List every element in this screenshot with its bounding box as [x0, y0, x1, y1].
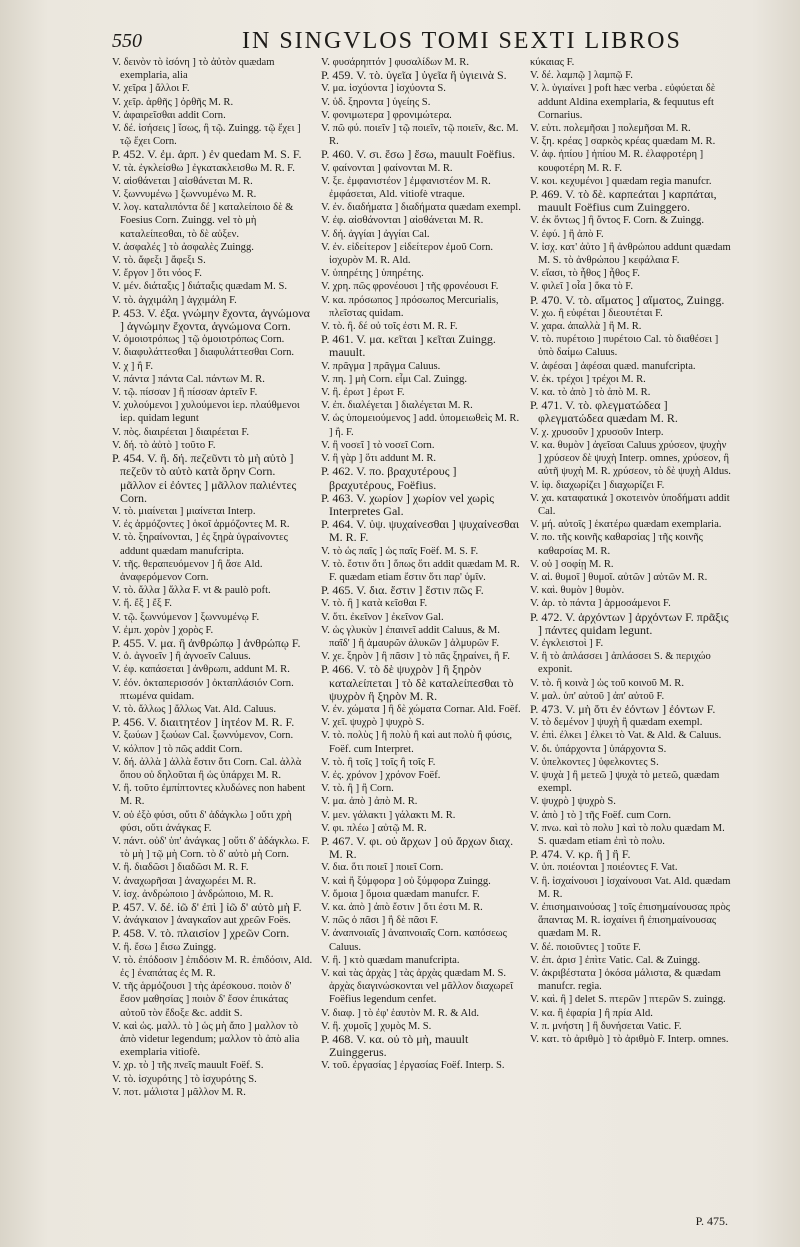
- annotation-entry: V. τῷ. ξωννύμενον ] ξωννυμένῳ F.: [112, 611, 260, 623]
- column-middle: [321, 56, 522, 1226]
- annotation-entry: V. τὸ. ἢ τοῖς ] τοῖς ἢ τοῖς F.: [321, 756, 436, 768]
- column-left: [112, 56, 313, 1226]
- annotation-entry: V. χε. ξηρὸν ] ἢ πᾶσιν ] τὸ πᾶς ξηραίνει, ἢ F.: [321, 651, 510, 663]
- annotation-entry: V. διαφ. ] τὸ ἐφ' ἑαυτὸν M. R. & Ald.: [321, 1007, 480, 1019]
- annotation-entry: V. τὸ. ἄφεξι ] ἄφεξι S.: [112, 255, 206, 267]
- annotation-entry: V. ἀναπνοιαῖς ] ἀναπνοιαῖς Corn. καπόσεως Caluus.: [321, 928, 507, 953]
- annotation-entry: V. ἐγκλειστοὶ ] F.: [530, 637, 604, 649]
- annotation-entry: V. ἀρ. τὸ πάντα ] ἁρμοσάμενοι F.: [530, 598, 671, 610]
- annotation-entry: V. φι. πλέω ] αὐτῷ M. R.: [321, 822, 427, 834]
- annotation-entry: V. αἰσθάνεται ] αἰσθάνεται M. R.: [112, 175, 253, 187]
- column-right: [530, 56, 731, 1226]
- annotation-entry: V. δέ. λαμπῷ ] λαμπῷ F.: [530, 70, 633, 82]
- annotation-entry: V. καὶ ἢ ξύμφορα ] οὐ ξύμφορα Zuingg.: [321, 875, 491, 887]
- annotation-entry: V. ἐμπ. χορὸν ] χορὸς F.: [112, 624, 214, 636]
- annotation-entry: V. εἴασι, τὸ ἦθος ] ἦθος F.: [530, 268, 640, 280]
- annotation-entry: V. δια. ὅτι ποιεῖ ] ποιεῖ Corn.: [321, 862, 444, 874]
- annotation-entry: P. 461. V. μα. κεῖται ] κεῖται Zuingg. mauult.: [321, 332, 496, 360]
- annotation-entry: V. ἐκ. τρέχοι ] τρέχοι M. R.: [530, 373, 646, 385]
- annotation-entry: V. ψυχὰ ] ἢ μετεῶ ] ψυχὰ τὸ μετεῶ, quædam exempl.: [530, 769, 720, 795]
- annotation-entry: V. ἐς ἁρμόζοντες ] ὁκοῖ ἁρμόζοντες M. R.: [112, 519, 290, 531]
- annotation-entry: P. 459. V. τὸ. ὑγεῖα ] ὑγεῖα ἢ ὑγιεινὰ S.: [321, 68, 507, 83]
- annotation-entry: V. τὸ. ἀγχιμάλη ] ἀγχιμάλη F.: [112, 294, 237, 306]
- annotation-entry: V. τὸ. ἢ ] κατὰ κεῖσθαι F.: [321, 598, 428, 610]
- annotation-entry: V. ἐπισημαινούσας ] τοῖς ἐπισημαίνουσας πρὸς ἅπαντας M. R. ἰσχαίνει ἢ ἐπισημαίνουσας quædam M. R.: [530, 902, 730, 940]
- annotation-entry: V. λογ. καταλιπόντα δέ ] καταλείποιο δὲ & Foesius Corn. Zuingg. vel τὸ μὴ καταλείπεσθαι, τὸ δὲ αὐξεν.: [112, 202, 294, 240]
- annotation-entry: P. 462. V. πο. βραχυτέρους ] βραχυτέρους, Foëfius.: [321, 464, 457, 492]
- annotation-entry: V. ἀσφαλές ] τὸ ἀσφαλὲς Zuingg.: [112, 241, 254, 253]
- annotation-entry: V. δεινὸν τὸ ἰσόνη ] τὸ ἀὐτὸν quædam exemplaria, alia: [112, 57, 275, 82]
- annotation-entry: V. μέν. διάταξις ] διάταξις quædam M. S.: [112, 281, 288, 293]
- annotation-entry: V. δή. ἀγγίαι ] ἀγγίαι Cal.: [321, 228, 430, 240]
- annotation-entry: V. εὐτι. πολεμῆσαι ] πολεμῆσαι M. R.: [530, 123, 691, 135]
- annotation-entry: V. οὐ ] σοφίῃ M. R.: [530, 558, 614, 570]
- annotation-entry: V. τὸ. μιαίνεται ] μιαίνεται Interp.: [112, 505, 256, 517]
- annotation-entry: V. πὸς. διαιρέεται ] διαιρέεται F.: [112, 426, 250, 438]
- annotation-entry: V. ἢ. ἰσχαίνουσι ] ἰσχαίνουσι Vat. Ald. quædam M. R.: [530, 875, 731, 900]
- text-columns: [112, 56, 732, 1226]
- annotation-entry: V. ὁ. ἀγνοεῖν ] ἢ ἀγνοεῖν Caluus.: [112, 651, 251, 663]
- annotation-entry: V. δέ. ποιοῦντες ] τοῦτε F.: [530, 941, 641, 953]
- annotation-entry: V. ἐφ. αἰσθάνονται ] αἰσθάνεται M. R.: [321, 215, 484, 227]
- annotation-entry: P. 473. V. μὴ ὅτι ἐν ἐόντων ] ἐόντων F.: [530, 701, 716, 716]
- annotation-entry: V. τοῦ. ἐργασίας ] ἐργασίας Foëf. Interp. S.: [321, 1060, 505, 1072]
- annotation-entry: V. μαλ. ὑπ' αὐτοῦ ] ἀπ' αὐτοῦ F.: [530, 690, 665, 702]
- annotation-entry: V. χεῖ. ψυχρὸ ] ψυχρὸ S.: [321, 717, 425, 729]
- annotation-entry: V. ὑπ. ποιέονται ] ποιέοντες F. Vat.: [530, 862, 678, 874]
- annotation-entry: V. τὸ. πυρέτοιο ] πυρέτοιο Cal. τὸ διαθέσει ] ὑπὸ δαίμω Caluus.: [530, 334, 719, 359]
- annotation-entry: V. τὸ. ἰσχυρότης ] τὸ ἰσχυρότης S.: [112, 1073, 257, 1085]
- running-header: [112, 26, 732, 56]
- annotation-entry: V. κα. ἀπὸ ] ἀπὸ ἔστιν ] ὅτι ἐστι M. R.: [321, 902, 483, 913]
- annotation-entry: V. ἐφύ. ] ἢ ἀπὸ F.: [530, 228, 604, 240]
- annotation-entry: V. καὶ τὰς ἀρχὰς ] τὰς ἀρχὰς quædam M. S. ἀρχὰς διαγινώσκονται vel μᾶλλον διαχωρεῖ Foëfius legendum cenfet.: [321, 968, 514, 1006]
- annotation-entry: V. φονιμωτερα ] φρονιμώτερα.: [321, 109, 452, 121]
- annotation-entry: V. καὶ. θυμὸν ] θυμὸν.: [530, 585, 625, 597]
- annotation-entry: P. 472. V. ἀρχόντων ] ἀρχόντων F. πρᾶξις ] πάντες quidam legunt.: [530, 609, 729, 637]
- annotation-entry: V. ἀκριβέστατα ] ὁκόσα μάλιστα, & quædam manufcr. regia.: [530, 968, 721, 993]
- annotation-entry: V. πνω. καὶ τὸ πολυ ] καὶ τὸ πολυ quædam M. S. quædam etiam ἐπὶ τὸ πολυ.: [530, 822, 725, 847]
- annotation-entry: V. ἢ. ἐρωτ ] ἐρωτ F.: [321, 387, 405, 399]
- annotation-entry: V. χαρα. ἀπαλλὰ ] ἢ M. R.: [530, 321, 642, 333]
- annotation-entry: V. ἐόν. ὀκταπερισσόν ] ὀκταπλάσιόν Corn. πτωμένα quidam.: [112, 677, 294, 702]
- annotation-entry: V. πη. ] μὴ Corn. εἶμι Cal. Zuingg.: [321, 373, 468, 385]
- annotation-entry: V. αἱ. θυμοῖ ] θυμοῖ. αὐτῶν ] αὐτῶν M. R.: [530, 571, 708, 583]
- annotation-entry: V. κα. θυμὸν ] ἀγεῖσαι Caluus χρύσεον, ψυχὴν ] χρύσεον δὲ ψυχὴ Interp. omnes, χρύσεον, ἢ αὐτῆ ψυχὴ M. R. χρύσεον, τὸ δὲ ψυχὴ Aldus.: [530, 439, 731, 478]
- annotation-entry: P. 464. V. ὑψ. ψυχαίνεσθαι ] ψυχαίνεσθαι M. R. F.: [321, 517, 520, 545]
- annotation-entry: P. 455. V. μα. ἢ ἀνθρώπῳ ] ἀνθρώπῳ F.: [112, 635, 301, 650]
- annotation-entry: V. τὰ. ἐγκλείσθω ] ἐγκατακλεισθω M. R. F.: [112, 162, 295, 174]
- annotation-entry: V. λ. ὑγιαίνει ] poft hæc verba . εὐφύεται δὲ addunt Aldina exemplaria, & fequutus eft Cornarius.: [530, 83, 716, 121]
- annotation-entry: V. ἰσχ. κατ' ἀὐτο ] ἢ ἀνθρώπου addunt quædam M. S. τὸ ἀνθρώπου ] κεφάλαια F.: [530, 241, 731, 267]
- annotation-entry: V. μα. ἀπὸ ] ἀπὸ M. R.: [321, 796, 418, 808]
- annotation-entry: V. τὸ δεμένον ] ψυχὴ ἢ quædam exempl.: [530, 717, 703, 729]
- annotation-entry: V. ἀνάγκαιον ] ἀναγκαῖον aut χρεῶν Foës.: [112, 915, 291, 927]
- annotation-entry: V. δή. ἀλλὰ ] ἀλλὰ ἔστιν ὅτι Corn. Cal. ἀλλὰ ὅπου οὐ δηλοῦται ἢ ὡς ὑπάρχει M. R.: [112, 756, 302, 781]
- annotation-entry: P. 457. V. δέ. ἰῶ δ' ἐπὶ ] ἰῶ δ' αὐτὸ μὴ F.: [112, 900, 302, 914]
- annotation-entry: P. 467. V. φι. οὐ ἄρχων ] οὐ ἄρχων διαχ. M. R.: [321, 833, 514, 862]
- annotation-entry: P. 471. V. τὸ. φλεγματώδεα ] φλεγματώδεα quædam M. R.: [530, 398, 678, 426]
- annotation-entry: P. 463. V. χωρίον ] χωρίον vel χωρὶς Interpretes Gal.: [321, 490, 495, 518]
- annotation-entry: P. 453. V. ἐξα. γνώμην ἔχοντα, ἀγνώμονα ] ἀγνώμην ἔχοντα, ἀγνώμονα Corn.: [112, 305, 310, 334]
- annotation-entry: V. ἢ τὸ ἀπλάσσει ] ἀπλάσσει S. & περιχώο exponit.: [530, 651, 711, 676]
- annotation-entry: V. ἐς. χρόνον ] χρόνον Foëf.: [321, 769, 441, 781]
- annotation-entry: V. ξωννυμένω ] ξωννυμένω M. R.: [112, 189, 257, 201]
- annotation-entry: V. ξε. ἐμφανιστέον ] ἐμφανιστέον M. R. ἐμφάσεται, Ald. vitiofè vtraque.: [321, 175, 491, 201]
- annotation-entry: P. 458. V. τὸ. πλαισίον ] χρεῶν Corn.: [112, 926, 290, 941]
- annotation-entry: V. ἢ. διαδῶσι ] διαδῶσι M. R. F.: [112, 862, 249, 874]
- annotation-entry: V. τὸ. ἄλλα ] ἄλλα F. vt & paulò poft.: [112, 585, 271, 597]
- annotation-entry: P. 452. V. ἐμ. ἀρπ. ) ἐν quedam M. S. F.: [112, 147, 302, 162]
- annotation-entry: V. πρᾶγμα ] πρᾶγμα Caluus.: [321, 360, 441, 372]
- annotation-entry: V. τὸ ὡς παῖς ] ὡς παῖς Foëf. M. S. F.: [321, 545, 479, 557]
- annotation-entry: V. οὐ ἐξὸ φύσι, οὔτι δ' ἀδάγκλω ] οὔτι χρὴ φύσι, οὔτι ἀνάγκας F.: [112, 809, 292, 834]
- annotation-entry: V. ἢ νοσεῖ ] τὸ νοσεῖ Corn.: [321, 439, 435, 451]
- annotation-entry: V. ἀφ. ἠπίου ] ἠπίου M. R. ἐλαφροτέρη ] κουφοτέρη M. R. F.: [530, 149, 704, 174]
- annotation-entry: V. τὸ. ξηραίνονται, ] ἐς ξηρὰ ὑγραίνοντες addunt quædam manufcripta.: [112, 532, 288, 557]
- annotation-entry: P. 470. V. τὸ. αἵματος ] αἵματος, Zuingg.: [530, 292, 725, 307]
- annotation-entry: V. δι. ὑπάρχοντα ] ὑπάρχοντα S.: [530, 743, 667, 755]
- annotation-entry: V. ἔργον ] ὅτι νόος F.: [112, 268, 202, 280]
- annotation-entry: P. 468. V. κα. οὐ τὸ μὴ, mauult Zuinggerus.: [321, 1032, 469, 1060]
- page-number: 550: [112, 30, 142, 52]
- annotation-entry: V. τὸ. ἔστιν ὅτι ] ὅπως ὅτι addit quædam M. R. F. quædam etiam ἔστιν ὅτι παρ' ὑμῖν.: [321, 558, 520, 583]
- annotation-entry: V. ἐν. διαδήματα ] διαδήματα quædam exempl.: [321, 202, 521, 214]
- annotation-entry: V. κατ. τὸ ἀριθμὸ ] τὸ ἀριθμὸ F. Interp. omnes.: [530, 1034, 729, 1046]
- annotation-entry: V. χ ] ἢ F.: [112, 360, 153, 372]
- annotation-entry: V. χυλούμενοι ] χυλούμενοι ἱερ. πλαύθμενοι ἱερ. quidam legunt: [112, 400, 300, 425]
- annotation-entry: V. διαφυλάττεσθαι ] διαφυλάττεσθαι Corn.: [112, 347, 295, 359]
- annotation-entry: V. καὶ ὡς. μαλλ. τὸ ] ὡς μὴ ἄπο ] μαλλον τὸ ἀπὸ videtur legendum; μαλλον τὸ ἀπὸ alia exemplaria vitiofè.: [112, 1020, 300, 1059]
- annotation-entry: V. πάντα ] πάντα Cal. πάντων M. R.: [112, 373, 265, 385]
- annotation-entry: V. πάντ. οὐδ' ὑπ' ἀνάγκας ] οὔτι δ' ἀδάγκλω. F. τὸ μὴ ] τῷ μὴ Corn. τὸ δ' αὐτὸ μὴ Corn.: [112, 835, 310, 861]
- annotation-entry: V. ἢ. χυμοῖς ] χυμὸς M. S.: [321, 1020, 432, 1032]
- annotation-entry: P. 456. V. διαιτητέον ] ἰητέον M. R. F.: [112, 715, 295, 730]
- annotation-entry: V. μή. αὐτοῖς ] ἑκατέρω quædam exemplaria.: [530, 519, 722, 531]
- annotation-entry: V. πῶς ὁ πᾶσι ] ἢ δὲ πᾶσι F.: [321, 915, 439, 927]
- annotation-entry: V. ξη. κρέας ] σαρκὸς κρέας quædam M. R.: [530, 136, 716, 148]
- annotation-entry: V. τὸ. ἢ. δέ οὐ τοῖς ἐστι M. R. F.: [321, 321, 458, 333]
- annotation-entry: V. ἢ γὰρ ] ὅτι addunt M. R.: [321, 453, 437, 465]
- annotation-entry: V. πο. τῆς κοινῆς καθαρσίας ] τῆς κοινῆς καθαρσίας M. R.: [530, 532, 703, 557]
- annotation-entry: V. ἀναχωρῆσαι ] ἀναχωρέει M. R.: [112, 875, 257, 887]
- annotation-entry: V. καὶ. ἢ ] delet S. πτερῶν ] πτερῶν S. zuingg.: [530, 994, 726, 1006]
- annotation-entry: V. κόλπον ] τὸ πῶς addit Corn.: [112, 743, 243, 755]
- annotation-entry: P. 474. V. κρ. ἢ ] ἢ F.: [530, 847, 631, 862]
- annotation-entry: V. ὅμοια ] ὅμοια quædam manufcr. F.: [321, 888, 480, 900]
- annotation-entry: P. 465. V. δια. ἔστιν ] ἔστιν πῶς F.: [321, 583, 484, 598]
- annotation-entry: P. 460. V. σι. ἔσω ] ἔσω, mauult Foëfius.: [321, 147, 516, 162]
- annotation-entry: V. τῷ. πίσσαν ] ἢ πίσσαν ἀρτεῖν F.: [112, 387, 258, 399]
- annotation-entry: V. τῆς. θεραπευόμενον ] ἢ ἄσε Ald. ἀναφερόμενον Corn.: [112, 558, 263, 583]
- annotation-entry: V. ἐν. εἰδείτερον ] εἰδείτερον ἐμοῦ Corn. ἰσχυρὸν M. R. Ald.: [321, 241, 494, 267]
- annotation-entry: V. ἰφ. διαχωρίζει ] διαχωρίζει F.: [530, 479, 665, 491]
- annotation-entry: V. ἐπ. ἀρισ ] ἐπὶτε Vatic. Cal. & Zuingg.: [530, 954, 701, 966]
- annotation-entry: V. ἢ. ] κτὸ quædam manufcripta.: [321, 954, 460, 966]
- annotation-entry: V. ὑδ. ξηροντα ] ὑγείης S.: [321, 96, 431, 108]
- annotation-entry: V. δέ. ἰσήσεις ] ἴσως, ἢ τῷ. Zuingg. τῷ ἔχει ] τῷ ἔχει Corn.: [112, 123, 301, 148]
- annotation-entry: V. τῆς ἁρμόζουσι ] τὴς ἀρέσκουσ. ποιὸν δ' ἔσον μαθησίας ] ποιὸν δ' ἔσον ἐπικάτας αὐτοῦ τὸν ἔδοξε &c. addit S.: [112, 981, 292, 1019]
- annotation-entry: V. κα. πρόσωπος ] πρόσωπος Mercurialis, πλεῖστας quidam.: [321, 294, 499, 319]
- annotation-entry: V. χα. καταφατικά ] σκοτεινὸν ὑποδήματι addit Cal.: [530, 492, 730, 517]
- annotation-entry: V. τὸ. ἐπόδοσιν ] ἐπιδόσιν M. R. ἐπιδόσιν, Ald. ἐς ] ἐναπάτας ἐς M. R.: [112, 954, 313, 980]
- annotation-entry: V. χεῖρα ] ἄλλοι F.: [112, 83, 190, 95]
- annotation-entry: V. ποτ. μάλιστα ] μᾶλλον M. R.: [112, 1086, 246, 1098]
- annotation-entry: V. ὡς ὑπομειούμενος ] add. ὑπομειωθεὶς M. R. ] ἢ. F.: [321, 413, 520, 438]
- annotation-entry: V. ἀφέσαι ] ἀφέσαι quæd. manufcripta.: [530, 360, 696, 372]
- annotation-entry: V. ἐν. χώματα ] ἢ δὲ χώματα Cornar. Ald. Foëf.: [321, 703, 521, 715]
- annotation-entry: V. χρ. τὸ ] τῆς πνεῖς mauult Foëf. S.: [112, 1060, 264, 1072]
- annotation-entry: V. χω. ἢ εὐφέται ] διεουτέται F.: [530, 307, 663, 319]
- annotation-entry: V. ὅτι. ἐκεῖνον ] ἐκεῖνον Gal.: [321, 611, 444, 623]
- annotation-entry: V. κα. τὸ ἀπὸ ] τὸ ἀπὸ M. R.: [530, 387, 651, 399]
- annotation-entry: V. ἀφαιρεῖσθαι addit Corn.: [112, 109, 226, 121]
- annotation-entry: V. φυσάρηπτόν ] φυσαλίδων M. R.: [321, 57, 469, 68]
- annotation-entry: V. ἐπὶ. ἐλκει ] ἐλκει τὸ Vat. & Ald. & Caluus.: [530, 730, 722, 742]
- annotation-entry: V. ψυχρὸ ] ψυχρὸ S.: [530, 796, 616, 808]
- annotation-entry: V. π. μνήστη ] ἢ δυνήσεται Vatic. F.: [530, 1020, 682, 1032]
- annotation-entry: V. ἤ. ἔξ ] ἔξ F.: [112, 598, 172, 610]
- catchword: P. 475.: [695, 1214, 728, 1228]
- running-title: IN SINGVLOS TOMI SEXTI LIBROS: [242, 28, 682, 54]
- annotation-entry: V. τὸ. πολὺς ] ἢ πολὺ ἢ καὶ aut πολὺ ἢ φύσις, Foëf. cum Interpret.: [321, 730, 513, 755]
- annotation-entry: V. ὡς γλυκὺν ] ἐπαινεῖ addit Caluus, & M. παῖδ' ] ἢ ἀμαυρῶν ἀλυκῶν ] ἀλμυρῶν F.: [321, 624, 500, 649]
- annotation-entry: V. μα. ἰσχύοντα ] ἰσχύοντα S.: [321, 83, 446, 95]
- annotation-entry: κύκαιας F.: [530, 57, 575, 68]
- annotation-entry: V. κα. ἢ ἐφαρία ] ἢ πρία Ald.: [530, 1007, 653, 1019]
- annotation-entry: V. ὑπηρέτης ] ὑπηρέτης.: [321, 268, 424, 280]
- annotation-entry: V. ἢ. τοῦτο ἐμπίπτοντες κλυδώνες non habent M. R.: [112, 783, 306, 808]
- annotation-entry: V. ἐκ ὄντως ] ἢ ὄντος F. Corn. & Zuingg.: [530, 215, 704, 227]
- annotation-entry: V. τὸ. ἢ ] ἢ Corn.: [321, 783, 394, 795]
- annotation-entry: V. φαίνονται ] φαίνονται M. R.: [321, 162, 453, 174]
- annotation-entry: P. 469. V. τὸ δὲ. καρπεάται ] καρπάται, mauult Foëfius cum Zuinggero.: [530, 187, 717, 215]
- annotation-entry: V. ἰσχ. ἀνδρώποιο ] ἀνδρώποιο, M. R.: [112, 888, 274, 900]
- annotation-entry: V. κοι. κεχυμένοι ] quædam regia manufcr.: [530, 175, 712, 187]
- annotation-entry: V. χεῖρ. ἀρθῆς ] ὀρθῆς M. R.: [112, 96, 234, 108]
- annotation-entry: P. 466. V. τὸ δὲ ψυχρὸν ] ἢ ξηρὸν καταλείπεται ] τὸ δὲ καταλείπεσθαι τὸ ψυχρὸν ἢ ξηρὸν M. R.: [321, 662, 514, 703]
- annotation-entry: V. ἢ. ἔσω ] ἔισω Zuingg.: [112, 941, 217, 953]
- annotation-entry: V. χ. χρυσοῦν ] χρυσοῦν Interp.: [530, 426, 664, 438]
- annotation-entry: V. δή. τὸ ἀὐτὸ ] τοῦτο F.: [112, 439, 216, 451]
- annotation-entry: V. ἀπὸ ] τὸ ] τῆς Foëf. cum Corn.: [530, 809, 672, 821]
- annotation-entry: V. πῶ φύ. ποιεῖν ] τῷ ποιεῖν, τῷ ποιεῖν, &c. M. R.: [321, 123, 519, 148]
- annotation-entry: P. 454. V. ἢ. δή. πεζεῦντι τὸ μὴ αὐτὸ ] πεζεῦν τὸ αὐτὸ κατὰ ὄρην Corn. μᾶλλον εἰ ἐόντες ] μᾶλλον παλιέντες Corn.: [112, 451, 297, 505]
- annotation-entry: V. ξωύων ] ξωύων Cal. ξωννύμενον, Corn.: [112, 730, 294, 742]
- annotation-entry: V. τὸ. ἄλλως ] ἄλλως Vat. Ald. Caluus.: [112, 703, 276, 715]
- annotation-entry: V. χρη. πῶς φρονέουσι ] τῆς φρονέουσι F.: [321, 281, 499, 293]
- annotation-entry: V. φιλεῖ ] οἷα ] ὅκα τὸ F.: [530, 281, 633, 293]
- annotation-entry: V. ἐπ. διαλέγεται ] διαλέγεται M. R.: [321, 400, 473, 412]
- annotation-entry: V. ἐφ. καπάσεται ] ἀνθρωπι, addunt M. R.: [112, 664, 290, 676]
- annotation-entry: V. ὑπελκοντες ] ὑφελκοντες S.: [530, 756, 659, 768]
- annotation-entry: V. μεν. γάλακτι ] γάλακτι M. R.: [321, 809, 456, 821]
- annotation-entry: V. τὸ. ἢ κοινὰ ] ὡς τοῦ κοινοῦ M. R.: [530, 677, 684, 689]
- annotation-entry: V. ὁμοιοτρόπως ] τῷ ὁμοιοτρόπως Corn.: [112, 334, 285, 346]
